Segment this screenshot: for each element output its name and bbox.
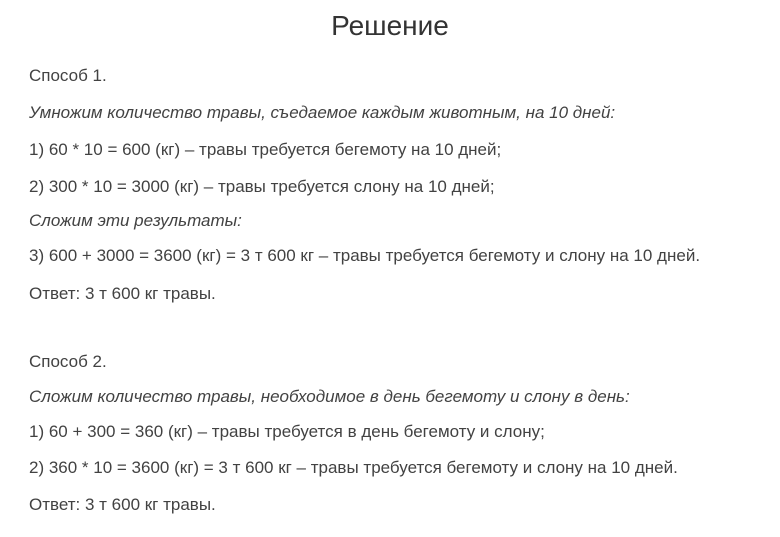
method-1-intro: Умножим количество травы, съедаемое каждым животным, на 10 дней: [29, 103, 616, 122]
method-1-step-3: 3) 600 + 3000 = 3600 (кг) = 3 т 600 кг – травы требуется бегемоту и слону на 10 дней. [29, 246, 701, 265]
method-2-heading: Способ 2. [29, 352, 107, 371]
method-2-step-1: 1) 60 + 300 = 360 (кг) – травы требуется в день бегемоту и слону; [29, 422, 545, 441]
method-2-answer: Ответ: 3 т 600 кг травы. [29, 495, 216, 514]
method-1-heading: Способ 1. [29, 66, 107, 85]
page-title: Решение [331, 10, 449, 41]
method-2-step-2: 2) 360 * 10 = 3600 (кг) = 3 т 600 кг – травы требуется бегемоту и слону на 10 дней. [29, 458, 678, 477]
method-2-intro: Сложим количество травы, необходимое в день бегемоту и слону в день: [29, 387, 630, 406]
method-1-intro-2: Сложим эти результаты: [29, 211, 242, 230]
method-1-step-1: 1) 60 * 10 = 600 (кг) – травы требуется бегемоту на 10 дней; [29, 140, 502, 159]
method-1-step-2: 2) 300 * 10 = 3000 (кг) – травы требуется слону на 10 дней; [29, 177, 495, 196]
method-1-answer: Ответ: 3 т 600 кг травы. [29, 284, 216, 303]
